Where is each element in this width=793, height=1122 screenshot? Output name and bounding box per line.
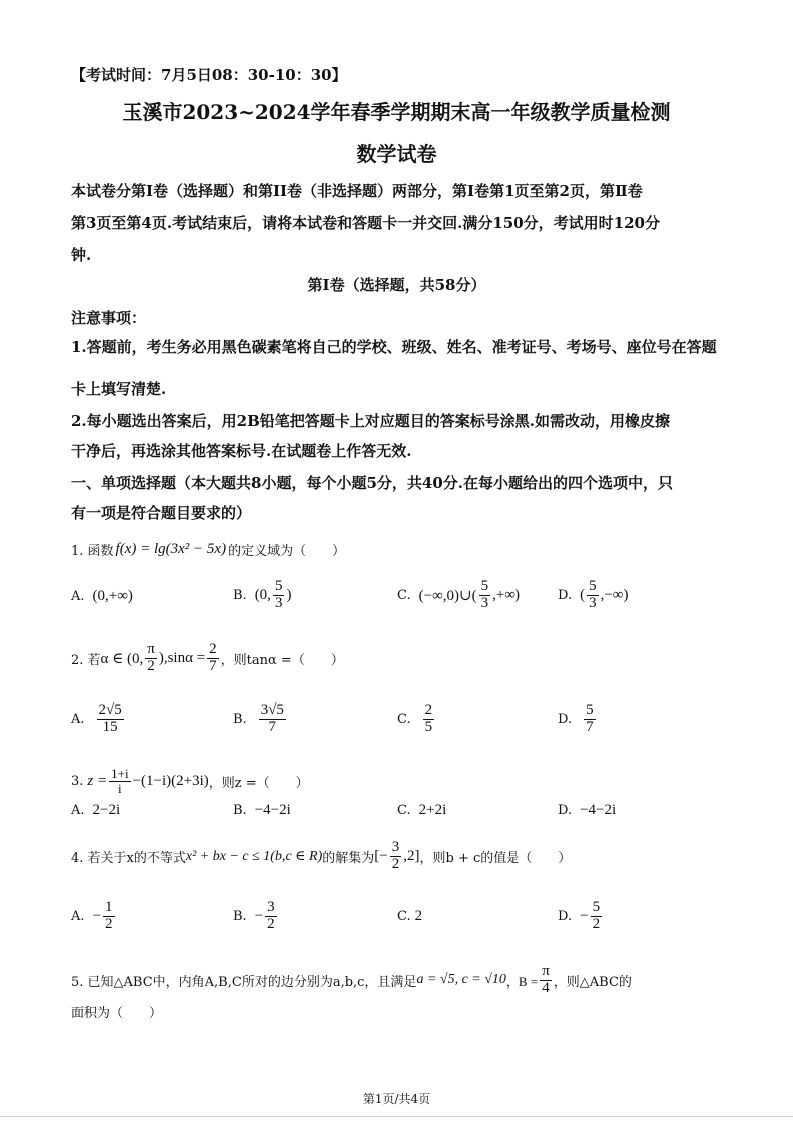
option-label: D.	[558, 908, 573, 924]
q4-option-d	[558, 895, 604, 937]
q4-interval-fraction: $\frac{3}{2}$	[391, 838, 400, 872]
option-value-right: ,+∞)	[492, 586, 520, 603]
q2-number: 2. 若	[71, 652, 101, 668]
option-label: B.	[233, 908, 247, 924]
q3-option-d	[558, 800, 616, 820]
bottom-rule	[0, 1116, 793, 1117]
q1-option-c	[397, 575, 520, 615]
option-label: C.	[397, 587, 411, 603]
option-fraction: $\frac{5}{2}$	[592, 898, 601, 932]
q4-tail: ，则b + c的值是（ ）	[419, 850, 572, 866]
option-fraction: $\frac{1}{2}$	[105, 898, 113, 932]
option-value-left: (	[580, 586, 586, 603]
option-fraction: $\frac{5}{3}$	[589, 577, 597, 611]
option-label: A.	[71, 802, 85, 818]
q3-expr-rest: −(1−i)(2+3i)	[132, 772, 209, 789]
option-fraction: $\frac{2}{5}$	[424, 701, 433, 735]
notice-heading: 注意事项：	[71, 309, 147, 327]
part1-line-1: 一、单项选择题（本大题共8小题，每个小题5分，共40分.在每小题给出的四个选项中，只	[71, 474, 673, 492]
q5-line-2: 面积为（ ）	[71, 1006, 163, 1021]
page-title: 玉溪市2023~2024学年春季学期期末高一年级教学质量检测	[122, 100, 671, 124]
q2-pi-over-2: $\frac{\pi}{2}$	[147, 640, 155, 674]
option-value-right: )	[286, 586, 292, 603]
q4-option-b	[233, 895, 279, 937]
option-label: B.	[233, 802, 247, 818]
exam-time: 【考试时间：7月5日08：30-10：30】	[71, 66, 347, 84]
option-sign: −	[92, 907, 101, 924]
q2-sin-part: ),sinα =	[158, 649, 206, 666]
notice-item-2-line-2: 干净后，再选涂其他答案标号.在试题卷上作答无效.	[71, 442, 412, 460]
option-label: B.	[233, 587, 247, 603]
question-4	[71, 835, 571, 877]
question-2	[71, 638, 344, 678]
q3-fraction: $\frac{1+i}{i}$	[111, 765, 129, 796]
option-label: C.	[397, 908, 411, 924]
option-fraction: $\frac{5}{3}$	[274, 577, 283, 611]
q2-option-b	[233, 697, 288, 741]
q1-number: 1. 函数	[71, 543, 114, 559]
q3-tail: ，则z =（ ）	[208, 775, 309, 791]
q4-option-c	[397, 895, 422, 937]
option-fraction: $\frac{5}{7}$	[586, 701, 594, 735]
page-subtitle: 数学试卷	[356, 142, 437, 166]
option-value-right: ,−∞)	[600, 586, 629, 603]
option-label: D.	[558, 802, 573, 818]
notice-item-1-line-2: 卡上填写清楚.	[71, 380, 167, 398]
question-5	[71, 960, 632, 1000]
question-3	[71, 762, 309, 800]
intro-line-1: 本试卷分第I卷（选择题）和第II卷（非选择题）两部分，第I卷第1页至第2页，第Ⅱ卷	[71, 182, 643, 200]
q5-text: 5. 已知△ABC中，内角A,B,C所对的边分别为a,b,c，且满足	[71, 974, 417, 990]
q3-option-c	[397, 800, 446, 820]
option-sign: −	[580, 907, 589, 924]
option-value-left: (0,	[254, 586, 271, 603]
option-value: −4−2i	[580, 801, 617, 818]
q2-option-c	[397, 697, 436, 741]
option-value: 2+2i	[418, 801, 447, 818]
q5-angle-b: ，B =	[505, 973, 539, 989]
option-value: (0,+∞)	[92, 587, 133, 604]
q4-interval-right: ,2]	[403, 847, 420, 864]
q3-z: z =	[87, 772, 108, 789]
q3-number: 3.	[71, 773, 84, 789]
q3-option-b	[233, 800, 291, 820]
q3-option-a	[71, 800, 120, 820]
page-number: 第1页/共4页	[362, 1092, 431, 1106]
q5-angle-fraction: $\frac{\pi}{4}$	[542, 962, 550, 996]
option-fraction: $\frac{2√5}{15}$	[98, 701, 122, 735]
q1-option-a	[71, 580, 133, 612]
option-value-left: (−∞,0)∪(	[418, 587, 477, 604]
intro-line-2: 第3页至第4页.考试结束后，请将本试卷和答题卡一并交回.满分150分，考试用时120分	[71, 214, 660, 232]
option-fraction: $\frac{5}{3}$	[480, 577, 489, 611]
notice-item-1-line-1: 1.答题前，考生务必用黑色碳素笔将自己的学校、班级、姓名、准考证号、考场号、座位号在答题	[71, 338, 717, 356]
q2-sin-value: $\frac{2}{7}$	[209, 640, 217, 674]
option-label: C.	[397, 711, 411, 727]
option-label: C.	[397, 802, 411, 818]
q5-tail: ，则△ABC的	[553, 974, 632, 990]
q2-option-d	[558, 697, 598, 741]
option-label: A.	[71, 588, 85, 604]
q2-tail: ，则tanα =（ ）	[220, 652, 344, 668]
option-fraction: $\frac{3√5}{7}$	[260, 701, 284, 735]
q1-option-d	[558, 575, 629, 615]
notice-item-2-line-1: 2.每小题选出答案后，用2B铅笔把答题卡上对应题目的答案标号涂黑.如需改动，用橡皮擦	[71, 412, 671, 430]
q2-alpha-range: α ∈ (0,	[100, 650, 144, 667]
option-label: A.	[71, 908, 85, 924]
option-value: 2−2i	[92, 801, 121, 818]
q4-text: 4. 若关于x的不等式	[71, 850, 186, 866]
option-fraction: $\frac{3}{2}$	[267, 898, 275, 932]
option-value: 2	[414, 907, 423, 924]
q4-text-2: 的解集为	[322, 850, 375, 866]
section-title: 第I卷（选择题，共58分）	[307, 276, 486, 294]
part1-line-2: 有一项是符合题目要求的）	[71, 504, 252, 522]
q4-inequality: x² + bx − c ≤ 1(b,c ∈ R)	[185, 848, 323, 864]
q1-tail: 的定义域为（ ）	[228, 543, 346, 559]
option-label: D.	[558, 587, 573, 603]
q5-condition: a = √5, c = √10	[416, 972, 506, 987]
q4-interval-left: [−	[374, 847, 388, 864]
q1-option-b	[233, 575, 291, 615]
option-label: D.	[558, 711, 573, 727]
option-label: B.	[233, 711, 247, 727]
option-value: −4−2i	[254, 801, 291, 818]
option-sign: −	[254, 907, 264, 924]
q2-option-a	[71, 697, 126, 741]
q1-function-expr: f(x) = lg(3x² − 5x)	[115, 540, 227, 557]
intro-line-3: 钟.	[71, 246, 92, 264]
q4-option-a	[71, 895, 117, 937]
option-label: A.	[71, 711, 85, 727]
question-1	[71, 536, 345, 562]
